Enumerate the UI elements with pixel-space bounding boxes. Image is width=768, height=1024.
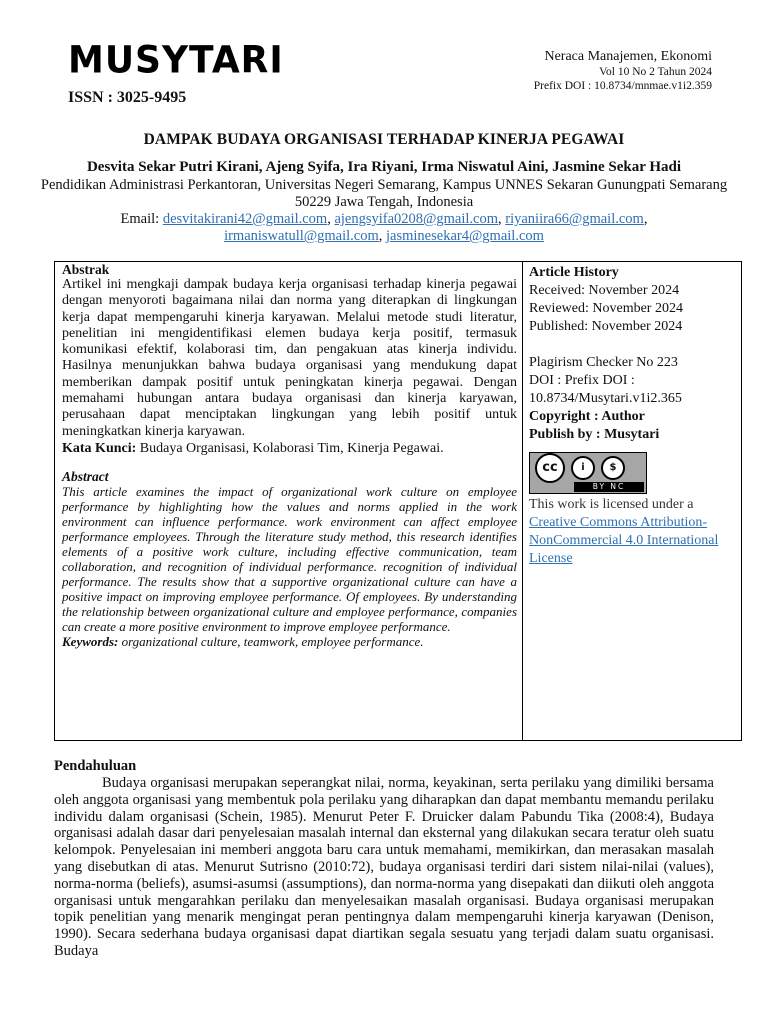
body-paragraph: Budaya organisasi merupakan seperangkat nilai, norma, keyakinan, serta perilaku yang dimiliki bersama oleh anggota organisasi yang membentuk pola perilaku yang diharapkan dan dapat membantu memandu perilaku individu dalam organisasi (Schein, 1985). Menurut Peter F. Druicker dalam Pabundu Tika (2008:4), Budaya organisasi adalah dasar dari penyelesaian masalah internal dan eksternal yang dilakukan secara teratur oleh suatu kelompok. Penyelesaian ini memberi anggota baru cara untuk memahami, memikirkan, dan merasakan masalah yang disebutkan di atas. Menurut Sutrisno (2010:72), budaya organisasi terdiri dari sistem nilai-nilai (values), norma-norma (beliefs), asumsi-asumsi (assumptions), dan norma-norma yang disepakati dan diikuti oleh anggota organisasi untuk mengarahkan perilaku dan menyelesaikan masalah organisasi. Budaya organisasi merupakan topik penelitian yang menarik mengingat peran pentingnya dalam mempengaruhi kinerja karyawan (Denison, 1990). Secara sederhana budaya organisasi dapat diartikan segala sesuatu yang terjadi dalam suatu organisasi. Budaya <box>54 775 714 959</box>
keywords-en <box>62 634 517 650</box>
journal-volume: Vol 10 No 2 Tahun 2024 <box>599 66 712 78</box>
history-reviewed: Reviewed: November 2024 <box>529 301 683 316</box>
journal-logo: MUSYTARI <box>68 38 284 83</box>
doi-value: 10.8734/Musytari.v1i2.365 <box>529 391 682 406</box>
history-received: Received: November 2024 <box>529 283 680 298</box>
license-link[interactable]: Creative Commons Attribution-NonCommercial 4.0 International License <box>529 515 719 566</box>
issn: ISSN : 3025-9495 <box>68 89 187 106</box>
journal-doi: Prefix DOI : 10.8734/mnmae.v1i2.359 <box>533 80 712 92</box>
history-published: Published: November 2024 <box>529 319 683 334</box>
abstract-heading: Abstrak <box>62 262 110 277</box>
abstract-box <box>54 261 742 741</box>
publisher: Publish by : Musytari <box>529 427 660 442</box>
cc-license-badge[interactable] <box>529 452 647 494</box>
license-statement <box>529 496 739 568</box>
keywords-id <box>62 440 517 457</box>
email-link[interactable]: riyaniira66@gmail.com <box>505 211 644 227</box>
journal-info <box>534 49 712 93</box>
copyright: Copyright : Author <box>529 409 645 424</box>
noncommercial-icon: $ <box>601 456 625 480</box>
article-body <box>54 758 714 960</box>
keywords-en-value: organizational culture, teamwork, employee performance. <box>121 633 424 649</box>
email-link[interactable]: ajengsyifa0208@gmail.com <box>334 211 498 227</box>
email-link[interactable]: irmaniswatull@gmail.com <box>224 228 379 244</box>
article-authors: Desvita Sekar Putri Kirani, Ajeng Syifa, Ira Riyani, Irma Niswatul Aini, Jasmine Sekar Hadi <box>86 159 682 175</box>
author-emails: Email: desvitakirani42@gmail.com, ajengsyifa0208@gmail.com, riyaniira66@gmail.com, irmaniswatull@gmail.com, jasminesekar4@gmail.com <box>120 211 648 244</box>
abstract-text: Artikel ini mengkaji dampak budaya kerja organisasi terhadap kinerja pegawai dengan menyoroti bagaimana nilai dan norma yang diterapkan di lingkungan kerja dapat mempengaruhi kinerja karyawan. Melalui metode studi literatur, penelitian ini mengidentifikasi elemen budaya kerja positif, termasuk komunikasi efektif, kolaborasi tim, dan pengakuan atas kinerja individu. Hasilnya menunjukkan bahwa budaya organisasi yang mendukung dapat memberikan dampak positif untuk peningkatan kinerja pegawai. Dengan memahami hubungan antara budaya organisasi dan kinerja karyawan, perusahaan dapat menciptakan lingkungan yang lebih positif untuk meningkatkan kinerja karyawan. <box>62 277 517 439</box>
cc-icon: cc <box>535 453 565 483</box>
email-link[interactable]: jasminesekar4@gmail.com <box>386 228 544 244</box>
abstract-divider <box>522 262 523 740</box>
article-title: DAMPAK BUDAYA ORGANISASI TERHADAP KINERJA PEGAWAI <box>143 131 625 148</box>
plagiarism-checker: Plagirism Checker No 223 <box>529 355 678 370</box>
journal-name: Neraca Manajemen, Ekonomi <box>544 49 712 64</box>
keywords-en-label: Keywords: <box>62 633 119 649</box>
keywords-label: Kata Kunci: <box>62 440 137 456</box>
abstract-column <box>62 262 517 650</box>
doi-label: DOI : Prefix DOI : <box>529 373 635 388</box>
history-heading: Article History <box>529 265 619 280</box>
article-history <box>529 264 739 568</box>
article-affiliation: Pendidikan Administrasi Perkantoran, Universitas Negeri Semarang, Kampus UNNES Sekaran Gunungpati Semarang 50229 Jawa Tengah, Indonesia <box>40 177 728 210</box>
keywords-value: Budaya Organisasi, Kolaborasi Tim, Kinerja Pegawai. <box>139 440 444 456</box>
email-label: Email: <box>120 211 160 227</box>
abstract-en-heading: Abstract <box>62 468 109 484</box>
cc-badge-strip: BY NC <box>574 482 644 492</box>
email-link[interactable]: desvitakirani42@gmail.com <box>162 211 328 227</box>
abstract-en-text: This article examines the impact of organizational work culture on employee performance by highlighting how the values and norms applied in the work environment can influence performance. work environment can affect employee performance employees. Through the literature study method, this research identifies elements of a positive work culture, including effective communication, team collaboration, and recognition of individual performance. recognition of individual performance. The results show that a supportive organizational culture can have a positive impact on improving employee performance. Of employees. By understanding the relationship between organizational culture and employee performance, companies can create a more positive environment to improve employee performance. <box>62 483 517 634</box>
license-text: This work is licensed under a <box>529 497 694 512</box>
section-heading: Pendahuluan <box>54 758 137 774</box>
attribution-icon: i <box>571 456 595 480</box>
